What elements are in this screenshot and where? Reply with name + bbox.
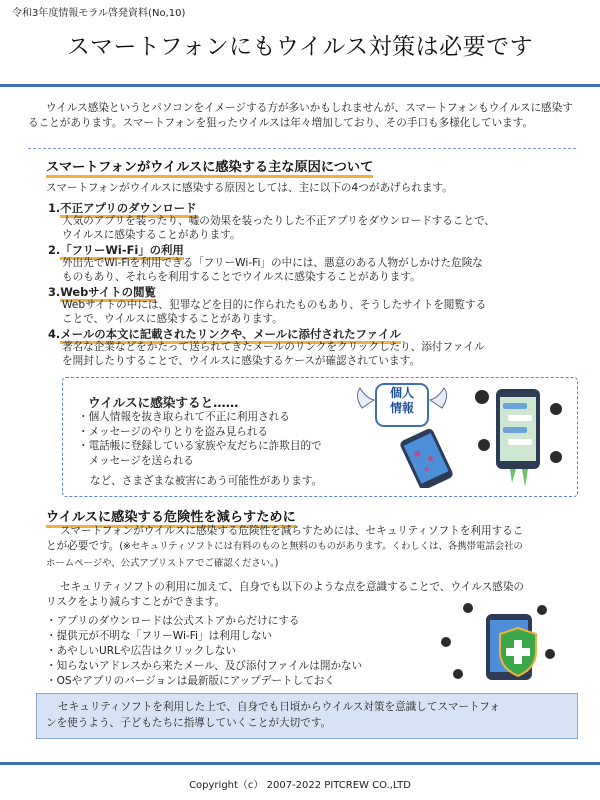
reduce-paragraph-1b: とが必要です。(※セキュリティソフトには有料のものと無料のものがあります。くわしくは、各携帯電話会社の (46, 540, 523, 552)
intro-paragraph: ウイルス感染というとパソコンをイメージする方が多いかもしれませんが、スマートフォンもウイルスに感染することがあります。スマートフォンを狙ったウイルスは年々増加しており、その手口も多様化しています。 (28, 102, 573, 129)
reduce-heading: ウイルスに感染する危険性を減らすために (46, 506, 296, 525)
section-divider (28, 148, 576, 149)
document-label: 令和3年度情報モラル啓発資料(No,10) (12, 8, 186, 19)
causes-lead: スマートフォンがウイルスに感染する原因としては、主に以下の4つがあげられます。 (46, 182, 453, 194)
copyright: Copyright（c） 2007-2022 PITCREW CO.,LTD (189, 780, 411, 791)
causes-heading: スマートフォンがウイルスに感染する主な原因について (46, 156, 373, 175)
cause-2-title: 2.「フリーWi-Fi」の利用 (48, 242, 184, 258)
infection-bullets: ・個人情報を抜き取られて不正に利用される ・メッセージのやりとりを盗み見られる ・電話帳に登録している家族や友だちに詐欺目的で メッセージを送られる (78, 411, 322, 467)
security-shield-phone-icon (438, 598, 558, 684)
header-divider (0, 84, 600, 87)
cause-4-title: 4.メールの本文に記載されたリンクや、メールに添付されたファイル (48, 326, 401, 342)
cause-2-body: 外出先でWi-Fiを利用できる「フリーWi-Fi」の中には、悪意のある人物がしかけた危険な ものもあり、それらを利用することでウイルスに感染することがあります。 (62, 257, 483, 283)
infection-title: ウイルスに感染すると…… (88, 395, 239, 410)
infection-closing: など、さまざまな被害にあう可能性があります。 (90, 475, 323, 487)
cause-4-body: 著名な企業などをかたって送られてきたメールのリンクをクリックしたり、添付ファイル を開封したりすることで、ウイルスに感染するケースが確認されています。 (62, 341, 485, 367)
cause-1-body: 人気のアプリを装ったり、嘘の効果を装ったりした不正アプリをダウンロードすることで、 ウイルスに感染することがあります。 (62, 215, 495, 241)
reduce-paragraph-1: スマートフォンがウイルスに感染する危険性を減らすためには、セキュリティソフトを利用するこ (60, 525, 524, 537)
reduce-note: ホームページや、公式アプリストアでご確認ください。) (46, 558, 279, 569)
infected-phone-icon (392, 428, 462, 488)
reduce-paragraph-2a: セキュリティソフトの利用に加えて、自身でも以下のような点を意識することで、ウイルス感染の (60, 581, 525, 593)
footer-divider (0, 762, 600, 765)
cause-3-title: 3.Webサイトの閲覧 (48, 284, 156, 300)
tips-list: ・アプリのダウンロードは公式ストアからだけにする ・提供元が不明な「フリーWi-Fi」は利用しない ・あやしいURLや広告はクリックしない ・知らないアドレスから来たメール、及び添付ファイルは開かない ・OSやアプリのバージョンは最新版にアップデートしておく (46, 615, 363, 687)
reduce-paragraph-2b: リスクをより減らすことができます。 (46, 596, 226, 608)
virus-phone-icon (470, 383, 568, 491)
page-title: スマートフォンにもウイルス対策は必要です (66, 34, 534, 60)
personal-info-badge: 個人 情報 (389, 386, 414, 415)
summary-text: セキュリティソフトを利用した上で、自身でも日頃からウイルス対策を意識してスマートフォ ンを使うよう、子どもたちに指導していくことが大切です。 (46, 701, 500, 729)
cause-3-body: Webサイトの中には、犯罪などを目的に作られたものもあり、そうしたサイトを閲覧する ことで、ウイルスに感染することがあります。 (62, 299, 487, 325)
cause-1-title: 1.不正アプリのダウンロード (48, 200, 197, 216)
